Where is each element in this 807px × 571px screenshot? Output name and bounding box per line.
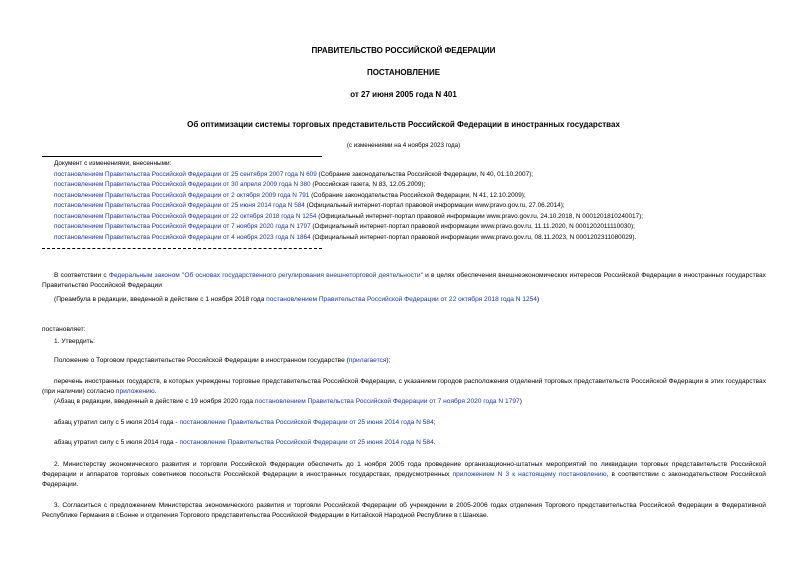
amendment-source: (Собрание законодательства Российской Федерации, N 40, 01.10.2007); (316, 170, 534, 178)
repealed-text: ; (433, 419, 436, 426)
amendment-source: (Официальный интернет-портал правовой информации www.pravo.gov.ru, 11.11.2020, N 0001202011110030); (310, 223, 635, 230)
amendment-source: (Официальный интернет-портал правовой информации www.pravo.gov.ru, 24.10.2018, N 0001201810240017); (316, 212, 644, 220)
amendment-item (54, 192, 526, 199)
amendment-link[interactable]: постановлением Правительства Российской Федерации от 22 октября 2018 года N 1254 (54, 212, 317, 220)
item-2-paragraph (42, 460, 766, 491)
repealed-paragraph (54, 439, 436, 446)
decides-text: постановляет: (42, 326, 86, 333)
amendment-link[interactable]: постановлением Правительства Российской Федерации от 30 апреля 2009 года N 380 (54, 181, 311, 188)
repealed-text: абзац утратил силу с 5 июля 2014 года - (54, 419, 180, 426)
amendment-link[interactable]: постановлением Правительства Российской Федерации от 7 ноября 2020 года N 1797 (54, 223, 311, 230)
item-1-heading: 1. Утвердить: (54, 338, 95, 345)
amendments-intro: Документ с изменениями, внесенными: (54, 160, 172, 167)
item-3-paragraph: 3. Согласиться с предложением Министерства экономического развития и торговли Российской Федерации об учреждении в 2005-2006 годах отделения Торгового представительства Российской Федерации в Федеративной Республике Германия в г.Бонне и отделения Торгового представительства Российской Федерации в Китайской Народной Республике в г.Шанхае. (42, 502, 766, 520)
country-list-text: перечень иностранных государств, в которых учреждены торговые представительства Российской Федерации, с указанием городов расположения отделений торговых представительств Российской Федерации в этих государствах (при наличии) согласно (42, 378, 766, 396)
appendix-3-link[interactable]: приложением N 3 к настоящему постановлению (452, 471, 607, 479)
repealed-text: абзац утратил силу с 5 июля 2014 года - (54, 439, 180, 446)
repeal-link[interactable]: постановление Правительства Российской Федерации от 25 июня 2014 года N 584 (179, 439, 434, 446)
preamble-note (54, 296, 539, 303)
country-list-paragraph (42, 377, 766, 397)
amendments-top-rule (42, 156, 322, 157)
amendment-link[interactable]: постановлением Правительства Российской Федерации от 25 июня 2014 года N 584 (54, 202, 305, 209)
edition-note-text: ) (519, 398, 522, 405)
amendments-bottom-rule (42, 248, 322, 249)
repealed-text: . (433, 439, 436, 446)
regulation-paragraph (54, 357, 390, 364)
amendment-link[interactable]: постановлением Правительства Российской Федерации от 25 сентября 2007 года N 609 (54, 170, 317, 178)
amendment-item (54, 202, 565, 209)
document-title: Об оптимизации системы торговых представительств Российской Федерации в иностранных государствах (187, 120, 620, 129)
amendment-source: (Официальный интернет-портал правовой информации www.pravo.gov.ru, 27.06.2014); (304, 202, 565, 209)
federal-law-link[interactable]: Федеральным законом "Об основах государственного регулирования внешнеторговой деятельности" (108, 272, 423, 279)
regulation-text: Положение о Торговом представительстве Российской Федерации в иностранном государстве ( (54, 357, 349, 364)
amendment-item (54, 171, 533, 178)
repeal-link[interactable]: постановление Правительства Российской Федерации от 25 июня 2014 года N 584 (179, 419, 434, 426)
preamble-text: В соответствии с (54, 272, 109, 279)
amendment-source: (Официальный интернет-портал правовой информации www.pravo.gov.ru, 08.11.2023, N 0001202311080029). (310, 233, 637, 241)
amendment-item (54, 213, 643, 220)
repealed-paragraph (54, 419, 436, 426)
preamble-note-text: (Преамбула в редакции, введенной в действие с 1 ноября 2018 года (54, 296, 267, 303)
date-number-heading: от 27 июня 2005 года N 401 (350, 90, 457, 99)
preamble-note-link[interactable]: постановлением Правительства Российской Федерации от 22 октября 2018 года N 1254 (266, 296, 537, 303)
item-2-text: 2. Министерству экономического развития и торговли Российской Федерации обеспечить до 1 ноября 2005 года проведение организационно-штатных мероприятий по ликвидации торговых представительств Российской Федерации и аппаратов торговых советников посольств Российской Федерации в иностранных государствах, предусмотренных (42, 461, 766, 479)
amendment-item (54, 234, 636, 241)
appendix-link[interactable]: приложению (115, 388, 155, 396)
document-type-heading: ПОСТАНОВЛЕНИЕ (366, 68, 441, 77)
amendment-source: (Российская газета, N 83, 12.05.2009); (310, 181, 426, 188)
edition-note-text: (Абзац в редакции, введенный в действие с 19 ноября 2020 года (54, 398, 255, 405)
amendment-item (54, 181, 425, 188)
paragraph-edition-note (54, 398, 522, 405)
amendment-item (54, 223, 635, 230)
amendment-link[interactable]: постановлением Правительства Российской Федерации от 2 октября 2009 года N 791 (54, 191, 310, 199)
edition-note-link[interactable]: постановлением Правительства Российской Федерации от 7 ноября 2020 года N 1797 (254, 398, 520, 405)
country-list-text: . (154, 388, 157, 396)
preamble-text: и в целях обеспечения внешнеэкономических интересов Российской Федерации в иностранных государствах Правительство Российской Федерации (42, 272, 766, 290)
regulation-text: ); (386, 357, 391, 364)
amendment-source: (Собрание законодательства Российской Федерации, N 41, 12.10.2009); (309, 191, 526, 199)
revision-note: (с изменениями на 4 ноября 2023 года) (346, 142, 461, 149)
preamble-note-text: ) (536, 296, 540, 303)
preamble-paragraph (42, 271, 766, 291)
authority-heading: ПРАВИТЕЛЬСТВО РОССИЙСКОЙ ФЕДЕРАЦИИ (311, 46, 496, 55)
item-2-text: , в соответствии с законодательством Российской Федерации. (42, 471, 766, 489)
attached-link[interactable]: прилагается (348, 357, 387, 364)
amendment-link[interactable]: постановлением Правительства Российской Федерации от 4 ноября 2023 года N 1864 (54, 233, 311, 241)
